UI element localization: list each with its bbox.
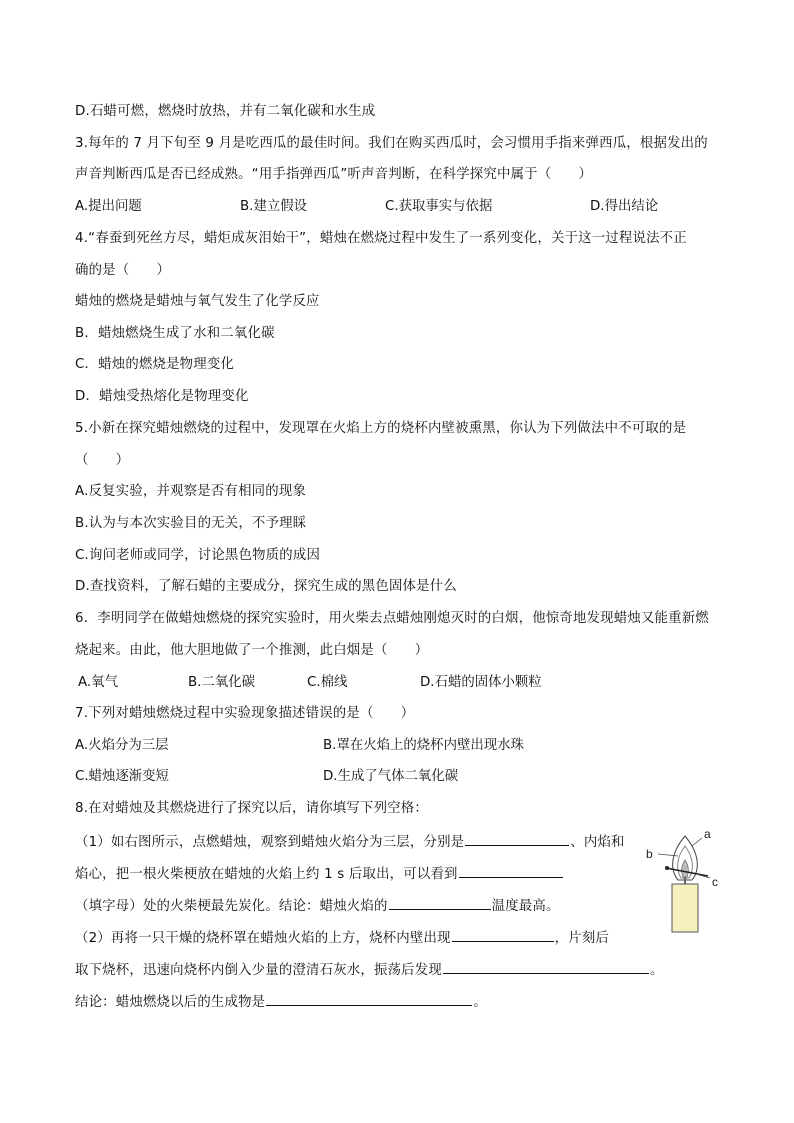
q7-option-d: D.生成了气体二氧化碳 — [323, 769, 459, 784]
q3-option-a: A.提出问题 — [75, 199, 142, 214]
q7-option-a: A.火焰分为三层 — [75, 738, 169, 753]
answer-blank-beaker-wall[interactable] — [452, 927, 554, 942]
q4-stem-line2: 确的是（ ） — [75, 263, 171, 278]
q4-option-b: B．蜡烛燃烧生成了水和二氧化碳 — [75, 326, 275, 341]
answer-blank-products[interactable] — [266, 991, 472, 1006]
q7-option-b: B.罩在火焰上的烧杯内壁出现水珠 — [323, 738, 524, 753]
q4-option-d: D．蜡烛受热熔化是物理变化 — [75, 389, 249, 404]
q2-option-d: D.石蜡可燃，燃烧时放热，并有二氧化碳和水生成 — [75, 104, 376, 119]
q8-stem: 8.在对蜡烛及其燃烧进行了探究以后，请你填写下列空格： — [75, 801, 428, 816]
q8-conclusion-line — [75, 991, 487, 1013]
answer-blank-letter[interactable] — [459, 863, 563, 878]
q3-option-c: C.获取事实与依据 — [385, 199, 493, 214]
q8-part1-line1 — [75, 831, 625, 853]
q8-part2-text-d: 。 — [649, 963, 664, 978]
q8-part1-line3 — [75, 895, 560, 917]
q6-option-a: A.氧气 — [78, 675, 118, 690]
q7-option-c: C.蜡烛逐渐变短 — [75, 769, 169, 784]
q4-option-a: 蜡烛的燃烧是蜡烛与氧气发生了化学反应 — [75, 294, 320, 309]
q5-option-c: C.询问老师或同学，讨论黑色物质的成因 — [75, 548, 321, 563]
leader-b — [658, 854, 678, 856]
q8-conclusion-text: 结论：蜡烛燃烧以后的生成物是 — [75, 995, 266, 1010]
q8-conclusion-end: 。 — [473, 995, 487, 1010]
label-a: a — [704, 827, 711, 841]
matchstick-tip — [665, 866, 669, 870]
q5-option-b: B.认为与本次实验目的无关，不予理睬 — [75, 516, 307, 531]
label-c: c — [712, 875, 718, 889]
q3-option-b: B.建立假设 — [240, 199, 308, 214]
q8-part1-text-b: 、内焰和 — [570, 835, 625, 850]
q8-part2-text-b: ，片刻后 — [554, 931, 610, 946]
answer-blank-limewater[interactable] — [443, 959, 649, 974]
q8-part2-text-a: （2）再将一只干燥的烧杯罩在蜡烛火焰的上方，烧杯内壁出现 — [75, 931, 451, 946]
q8-part2-text-c: 取下烧杯，迅速向烧杯内倒入少量的澄清石灰水，振荡后发现 — [75, 963, 442, 978]
q6-option-c: C.棉线 — [307, 675, 348, 690]
flame-core — [682, 860, 689, 877]
label-b: b — [646, 847, 653, 861]
q8-part1-text-c: 焰心，把一根火柴梗放在蜡烛的火焰上约 1 s 后取出，可以看到 — [75, 867, 458, 882]
q6-option-d: D.石蜡的固体小颗粒 — [420, 675, 542, 690]
q8-part1-line2 — [75, 863, 564, 885]
candle-body — [672, 884, 698, 932]
answer-blank-hottest-part[interactable] — [389, 895, 491, 910]
q4-option-c: C．蜡烛的燃烧是物理变化 — [75, 357, 235, 372]
leader-a — [692, 838, 702, 846]
q5-stem-line1: 5.小新在探究蜡烛燃烧的过程中，发现罩在火焰上方的烧杯内壁被熏黑，你认为下列做法中不可取的是 — [75, 421, 687, 436]
q6-stem-line1: 6．李明同学在做蜡烛燃烧的探究实验时，用火柴去点蜡烛刚熄灭时的白烟，他惊奇地发现蜡烛又能重新燃 — [75, 611, 709, 626]
answer-blank-outer-flame[interactable] — [465, 831, 569, 846]
q8-part1-text-a: （1）如右图所示，点燃蜡烛，观察到蜡烛火焰分为三层，分别是 — [75, 835, 465, 850]
q5-stem-line2: （ ） — [75, 453, 130, 468]
candle-flame-figure — [640, 826, 730, 940]
q8-part2-line2 — [75, 959, 664, 981]
q8-part1-text-d: （填字母）处的火柴梗最先炭化。结论：蜡烛火焰的 — [75, 899, 388, 914]
q4-stem-line1: 4.“春蚕到死丝方尽，蜡炬成灰泪始干”，蜡烛在燃烧过程中发生了一系列变化，关于这一过程说法不正 — [75, 231, 687, 246]
q3-option-d: D.得出结论 — [590, 199, 659, 214]
q6-option-b: B.二氧化碳 — [188, 675, 256, 690]
q8-part1-text-e: 温度最高。 — [491, 899, 560, 914]
q7-stem: 7.下列对蜡烛燃烧过程中实验现象描述错误的是（ ） — [75, 706, 415, 721]
q5-option-a: A.反复实验，并观察是否有相同的现象 — [75, 484, 307, 499]
q6-stem-line2: 烧起来。由此，他大胆地做了一个推测，此白烟是（ ） — [75, 643, 429, 658]
q3-stem-line2: 声音判断西瓜是否已经成熟。“用手指弹西瓜”听声音判断，在科学探究中属于（ ） — [75, 167, 593, 182]
q8-part2-line1 — [75, 927, 609, 949]
q5-option-d: D.查找资料，了解石蜡的主要成分，探究生成的黑色固体是什么 — [75, 579, 457, 594]
candle-flame-diagram — [640, 826, 730, 936]
q3-stem-line1: 3.每年的 7 月下旬至 9 月是吃西瓜的最佳时间。我们在购买西瓜时，会习惯用手指来弹西瓜，根据发出的 — [75, 136, 708, 151]
